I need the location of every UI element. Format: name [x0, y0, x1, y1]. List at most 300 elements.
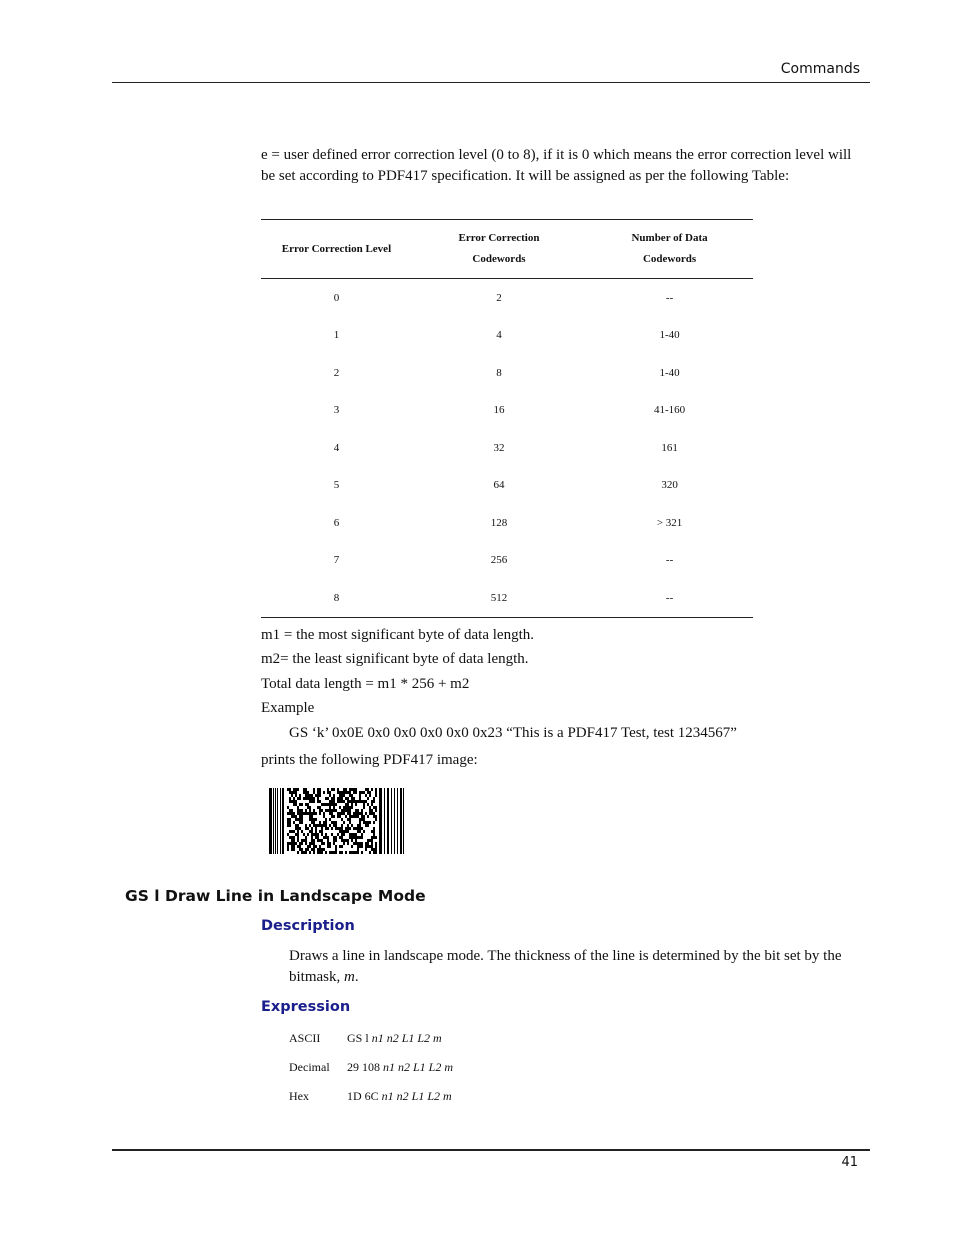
barcode-module [295, 791, 297, 794]
barcode-module [359, 794, 361, 797]
barcode-module [339, 836, 341, 839]
barcode-module [313, 845, 315, 848]
description-end: . [354, 969, 359, 985]
table-cell: 256 [490, 554, 508, 567]
barcode-module [355, 812, 357, 815]
barcode-module [291, 836, 293, 839]
barcode-module [287, 833, 289, 836]
table-cell: 128 [490, 516, 508, 529]
barcode-module [293, 830, 295, 833]
barcode-module [335, 803, 337, 806]
barcode-module [347, 800, 349, 803]
barcode-module [335, 809, 337, 812]
barcode-module [351, 794, 353, 797]
barcode-module [347, 818, 349, 821]
barcode-module [297, 833, 299, 836]
header-error-correction-codewords [412, 220, 586, 279]
barcode-module [295, 788, 297, 791]
barcode-module [365, 812, 367, 815]
barcode-module [321, 830, 323, 833]
expression-decimal [289, 1060, 453, 1075]
barcode-module [289, 788, 291, 791]
barcode-module [287, 788, 289, 791]
example-label: Example [261, 700, 315, 716]
table-header-row [261, 220, 753, 279]
header-text: Error Correction [458, 232, 540, 244]
table-row [261, 579, 753, 617]
barcode-module [313, 839, 315, 842]
barcode-module [341, 812, 343, 815]
barcode-module [313, 821, 315, 824]
barcode-module [345, 797, 347, 800]
barcode-module [371, 809, 373, 812]
barcode-module [305, 824, 307, 827]
barcode-module [317, 794, 319, 797]
barcode-module [317, 797, 319, 800]
barcode-module [355, 788, 357, 791]
barcode-module [349, 800, 351, 803]
barcode-module [353, 788, 355, 791]
barcode-module [305, 851, 307, 854]
barcode-module [365, 821, 367, 824]
table-cell: 4 [333, 441, 340, 454]
barcode-module [321, 842, 323, 845]
barcode-module [311, 836, 313, 839]
barcode-module [305, 809, 307, 812]
barcode-module [327, 797, 329, 800]
barcode-module [349, 806, 351, 809]
barcode-module [361, 812, 363, 815]
barcode-module [291, 845, 293, 848]
barcode-module [291, 791, 293, 794]
header-rule [112, 82, 870, 83]
barcode-module [269, 788, 272, 854]
expression-code: GS l [347, 1031, 372, 1045]
barcode-module [299, 812, 301, 815]
barcode-module [309, 800, 311, 803]
barcode-module [313, 797, 315, 800]
barcode-module [311, 797, 313, 800]
barcode-module [309, 806, 311, 809]
barcode-module [287, 818, 289, 821]
barcode-module [311, 794, 313, 797]
barcode-module [337, 800, 339, 803]
barcode-module [309, 824, 311, 827]
barcode-module [339, 800, 341, 803]
barcode-module [339, 815, 341, 818]
barcode-module [339, 797, 341, 800]
barcode-module [339, 830, 341, 833]
barcode-module [309, 845, 311, 848]
barcode-module [309, 851, 311, 854]
barcode-module [375, 842, 377, 845]
barcode-module [363, 791, 365, 794]
barcode-module [305, 836, 307, 839]
barcode-module [365, 824, 367, 827]
barcode-module [319, 824, 321, 827]
barcode-module [327, 803, 329, 806]
barcode-module [347, 812, 349, 815]
section-title: GS l Draw Line in Landscape Mode [125, 887, 426, 905]
barcode-module [351, 845, 353, 848]
barcode-module [349, 815, 351, 818]
barcode-module [341, 839, 343, 842]
barcode-module [333, 806, 335, 809]
barcode-module [297, 818, 299, 821]
barcode-module [371, 848, 373, 851]
barcode-module [357, 815, 359, 818]
barcode-module [343, 809, 345, 812]
barcode-module [369, 806, 371, 809]
barcode-module [333, 788, 335, 791]
header-text: Error Correction Level [281, 242, 392, 255]
barcode-module [351, 815, 353, 818]
barcode-module [339, 851, 341, 854]
barcode-module [325, 821, 327, 824]
barcode-module [355, 827, 357, 830]
barcode-module [293, 848, 295, 851]
barcode-module [357, 836, 359, 839]
table-row [261, 504, 753, 542]
barcode-module [303, 851, 305, 854]
barcode-module [297, 806, 299, 809]
table-cell: 0 [333, 291, 340, 304]
barcode-module [333, 797, 335, 800]
table-cell: 320 [661, 479, 678, 492]
barcode-module [325, 824, 327, 827]
barcode-module [325, 827, 327, 830]
barcode-module [301, 809, 303, 812]
barcode-module [313, 812, 315, 815]
barcode-module [301, 851, 303, 854]
barcode-module [289, 818, 291, 821]
description-heading: Description [261, 918, 355, 934]
barcode-module [311, 848, 313, 851]
barcode-module [319, 839, 321, 842]
barcode-module [397, 788, 398, 854]
barcode-module [303, 812, 305, 815]
barcode-module [341, 827, 343, 830]
running-header: Commands [780, 61, 860, 77]
barcode-module [349, 827, 351, 830]
barcode-module [293, 845, 295, 848]
barcode-module [341, 800, 343, 803]
barcode-module [353, 833, 355, 836]
barcode-module [337, 788, 339, 791]
barcode-module [325, 833, 327, 836]
barcode-module [307, 848, 309, 851]
barcode-module [339, 806, 341, 809]
barcode-module [313, 809, 315, 812]
barcode-module [307, 827, 309, 830]
table-cell: 6 [333, 516, 340, 529]
barcode-module [329, 851, 331, 854]
barcode-module [287, 824, 289, 827]
barcode-module [339, 791, 341, 794]
barcode-module [357, 827, 359, 830]
barcode-module [351, 788, 353, 791]
barcode-module [355, 809, 357, 812]
footer-rule [112, 1149, 870, 1151]
barcode-module [363, 821, 365, 824]
barcode-module [373, 827, 375, 830]
barcode-module [369, 812, 371, 815]
barcode-module [371, 800, 373, 803]
table-cell: > 321 [656, 516, 683, 529]
barcode-module [305, 839, 307, 842]
barcode-module [299, 809, 301, 812]
barcode-module [323, 842, 325, 845]
barcode-module [375, 806, 377, 809]
barcode-module [299, 821, 301, 824]
barcode-module [391, 788, 392, 854]
barcode-module [317, 800, 319, 803]
expression-hex [289, 1089, 452, 1104]
barcode-module [371, 842, 373, 845]
barcode-module [327, 842, 329, 845]
barcode-module [331, 827, 333, 830]
barcode-module [367, 815, 369, 818]
barcode-module [329, 806, 331, 809]
barcode-module [319, 806, 321, 809]
barcode-module [361, 833, 363, 836]
barcode-module [295, 815, 297, 818]
table-cell: 16 [493, 404, 505, 417]
barcode-module [331, 812, 333, 815]
barcode-module [311, 842, 313, 845]
barcode-module [347, 809, 349, 812]
barcode-module [347, 791, 349, 794]
barcode-module [289, 791, 291, 794]
barcode-module [311, 821, 313, 824]
barcode-module [343, 839, 345, 842]
barcode-module [313, 833, 315, 836]
barcode-module [329, 803, 331, 806]
barcode-module [317, 824, 319, 827]
barcode-module [305, 791, 307, 794]
barcode-module [347, 842, 349, 845]
barcode-module [357, 812, 359, 815]
barcode-module [331, 803, 333, 806]
barcode-module [313, 791, 315, 794]
barcode-module [345, 815, 347, 818]
barcode-module [349, 788, 351, 791]
barcode-module [289, 797, 291, 800]
barcode-module [384, 788, 385, 854]
barcode-module [349, 794, 351, 797]
barcode-module [289, 830, 291, 833]
barcode-module [339, 812, 341, 815]
header-text: Codewords [472, 253, 526, 265]
barcode-module [315, 827, 317, 830]
barcode-module [311, 839, 313, 842]
barcode-module [307, 791, 309, 794]
barcode-module [333, 800, 335, 803]
barcode-module [289, 836, 291, 839]
barcode-module [301, 818, 303, 821]
barcode-module [303, 788, 305, 791]
barcode-module [347, 839, 349, 842]
barcode-module [287, 848, 289, 851]
barcode-module [311, 830, 313, 833]
barcode-module [289, 824, 291, 827]
barcode-module [331, 788, 333, 791]
barcode-module [325, 818, 327, 821]
prints-note: prints the following PDF417 image: [261, 752, 478, 768]
barcode-module [357, 824, 359, 827]
barcode-module [325, 851, 327, 854]
barcode-module [373, 836, 375, 839]
barcode-module [341, 797, 343, 800]
table-cell: 2 [333, 366, 340, 379]
barcode-module [289, 842, 291, 845]
barcode-module [295, 827, 297, 830]
barcode-module [291, 815, 293, 818]
barcode-module [293, 788, 295, 791]
barcode-module [297, 809, 299, 812]
barcode-module [355, 839, 357, 842]
barcode-module [289, 812, 291, 815]
barcode-module [333, 842, 335, 845]
barcode-module [295, 794, 297, 797]
barcode-module [329, 824, 331, 827]
barcode-module [291, 839, 293, 842]
barcode-module [359, 791, 361, 794]
barcode-module [333, 836, 335, 839]
barcode-module [361, 791, 363, 794]
table-cell: -- [586, 579, 753, 617]
m1-note: m1 = the most significant byte of data length. [261, 627, 534, 643]
barcode-module [353, 791, 355, 794]
barcode-module [359, 812, 361, 815]
table-cell: 512 [412, 579, 586, 617]
barcode-module [343, 830, 345, 833]
barcode-module [343, 821, 345, 824]
barcode-module [277, 788, 278, 854]
barcode-module [375, 809, 377, 812]
page-number: 41 [841, 1155, 858, 1170]
barcode-module [387, 788, 389, 854]
table-cell: 1-40 [659, 366, 680, 379]
barcode-module [361, 800, 363, 803]
barcode-module [345, 788, 347, 791]
barcode-module [333, 815, 335, 818]
barcode-module [345, 803, 347, 806]
barcode-module [361, 845, 363, 848]
barcode-module [341, 809, 343, 812]
barcode-module [367, 824, 369, 827]
barcode-module [363, 815, 365, 818]
barcode-module [333, 839, 335, 842]
barcode-module [365, 794, 367, 797]
barcode-module [357, 830, 359, 833]
barcode-module [367, 845, 369, 848]
description-text [289, 946, 855, 988]
barcode-module [373, 806, 375, 809]
barcode-module [367, 797, 369, 800]
barcode-module [341, 836, 343, 839]
barcode-module [303, 791, 305, 794]
barcode-module [339, 845, 341, 848]
header-text: Number of Data [631, 232, 708, 244]
barcode-module [313, 824, 315, 827]
barcode-module [305, 794, 307, 797]
intro-paragraph: e = user defined error correction level (0 to 8), if it is 0 which means the error correction level will be set according to PDF417 specification. It will be assigned as per the following Table: [261, 147, 852, 184]
barcode-module [337, 827, 339, 830]
barcode-module [309, 794, 311, 797]
barcode-module [351, 833, 353, 836]
barcode-module [331, 797, 333, 800]
barcode-module [323, 815, 325, 818]
barcode-module [291, 812, 293, 815]
barcode-module [343, 800, 345, 803]
barcode-module [327, 845, 329, 848]
barcode-module [299, 803, 301, 806]
barcode-module [315, 818, 317, 821]
barcode-module [319, 788, 321, 791]
barcode-module [351, 806, 353, 809]
barcode-module [291, 842, 293, 845]
barcode-module [305, 788, 307, 791]
barcode-module [371, 788, 373, 791]
table-row [261, 279, 753, 317]
barcode-module [287, 812, 289, 815]
barcode-module [341, 794, 343, 797]
barcode-module [275, 788, 276, 854]
barcode-module [313, 818, 315, 821]
expression-code: 29 108 [347, 1060, 383, 1074]
barcode-module [329, 791, 331, 794]
barcode-module [309, 809, 311, 812]
table-row [261, 429, 753, 467]
barcode-module [369, 845, 371, 848]
barcode-module [343, 794, 345, 797]
barcode-module [291, 809, 293, 812]
barcode-module [373, 812, 375, 815]
barcode-module [347, 803, 349, 806]
barcode-module [355, 815, 357, 818]
barcode-module [315, 794, 317, 797]
pdf417-barcode-image [269, 788, 405, 854]
barcode-module [335, 851, 337, 854]
barcode-module [287, 845, 289, 848]
barcode-module [309, 797, 311, 800]
barcode-module [345, 791, 347, 794]
barcode-module [313, 788, 315, 791]
barcode-module [329, 800, 331, 803]
barcode-module [319, 821, 321, 824]
barcode-module [313, 800, 315, 803]
barcode-module [375, 818, 377, 821]
barcode-module [351, 824, 353, 827]
barcode-module [309, 842, 311, 845]
barcode-module [367, 839, 369, 842]
barcode-module [325, 797, 327, 800]
barcode-module [317, 788, 319, 791]
barcode-module [289, 809, 291, 812]
barcode-module [355, 791, 357, 794]
barcode-module [355, 800, 357, 803]
barcode-module [331, 821, 333, 824]
barcode-module [361, 818, 363, 821]
barcode-module [329, 845, 331, 848]
barcode-module [323, 848, 325, 851]
description-variable: m [344, 969, 355, 985]
barcode-module [299, 827, 301, 830]
description-body: Draws a line in landscape mode. The thickness of the line is determined by the bit set by the bitmask, [289, 948, 842, 985]
barcode-module [297, 851, 299, 854]
barcode-module [319, 851, 321, 854]
